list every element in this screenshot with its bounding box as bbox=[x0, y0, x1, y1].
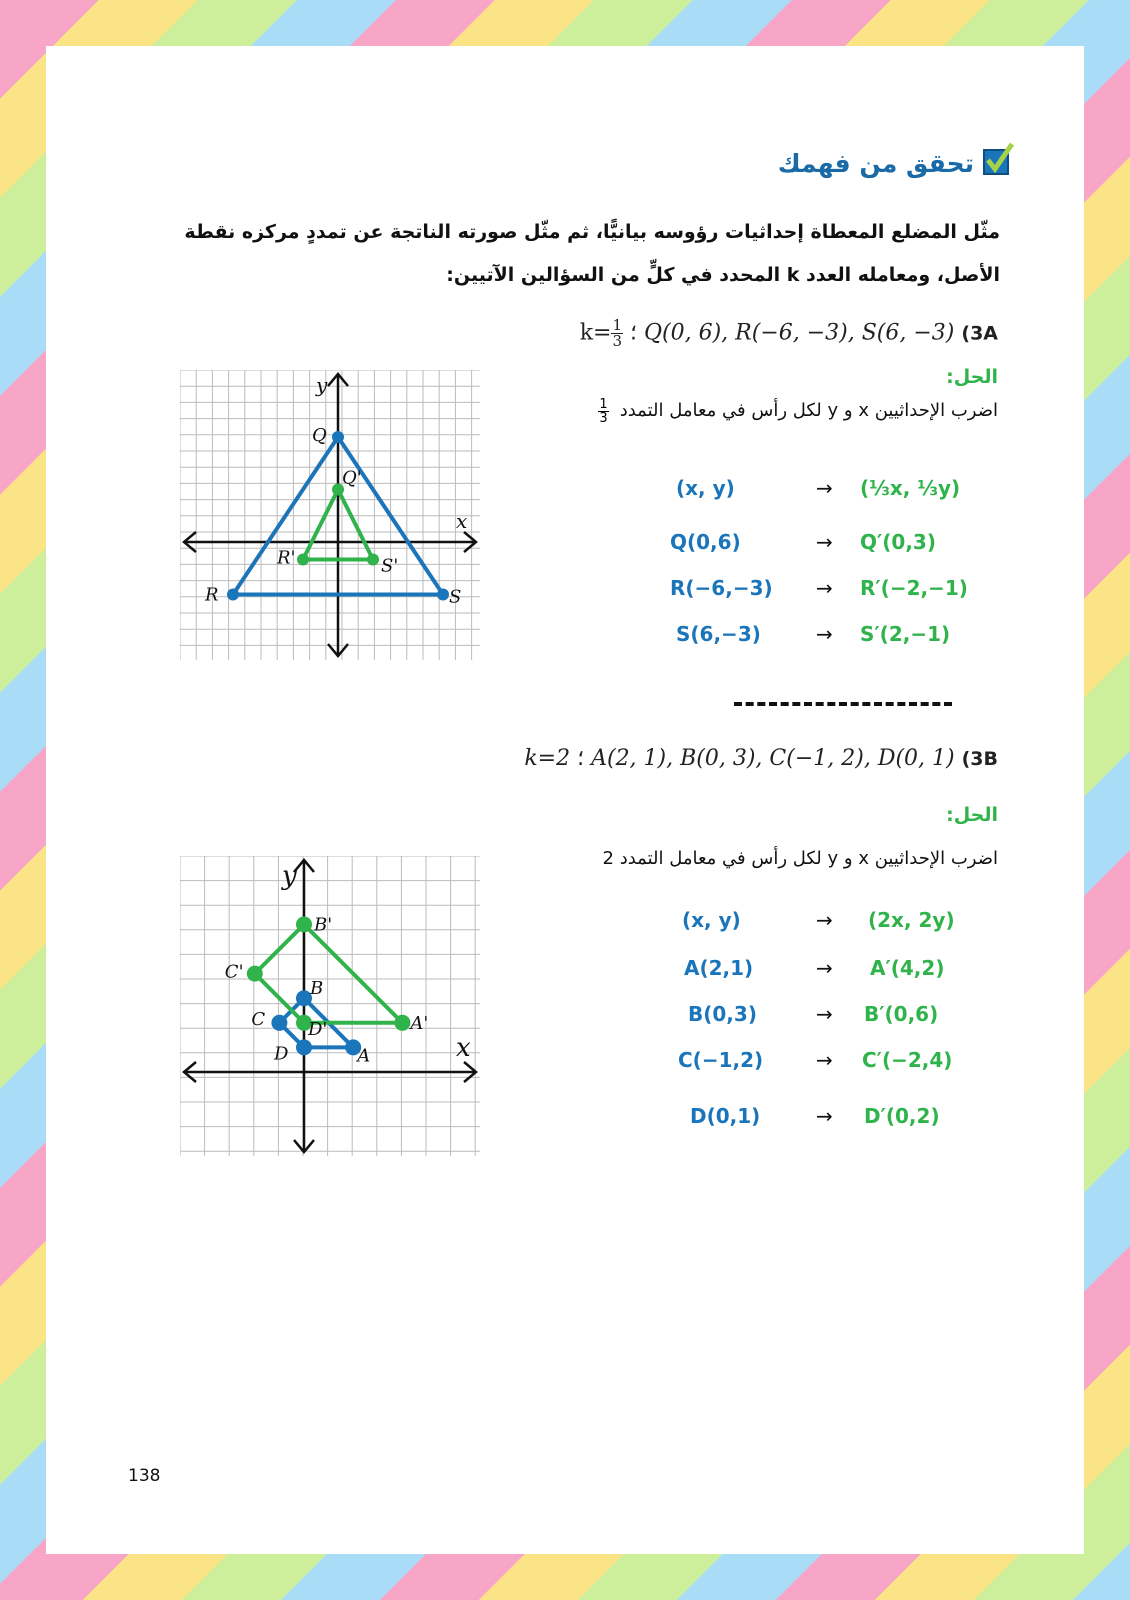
table-row: S(6,−3) bbox=[676, 622, 761, 646]
x-axis-label: x bbox=[456, 1033, 471, 1063]
vertex-label: R bbox=[205, 584, 219, 606]
vertex-label: S bbox=[449, 586, 462, 608]
table-row: A(2,1) bbox=[684, 956, 754, 980]
vertex-label: B' bbox=[314, 914, 333, 936]
vertex-label: R' bbox=[277, 547, 296, 569]
original-vertex-point bbox=[437, 589, 449, 601]
vertex-label: D' bbox=[308, 1018, 328, 1040]
dashed-separator bbox=[734, 702, 952, 706]
graph-3b bbox=[180, 856, 480, 1156]
image-vertex-point bbox=[247, 966, 263, 982]
original-vertex-point bbox=[227, 589, 239, 601]
y-axis-label: y bbox=[282, 861, 297, 891]
vertex-label: B bbox=[310, 978, 324, 1000]
vertex-label: C' bbox=[224, 961, 244, 983]
table-row: Q(0,6) bbox=[670, 530, 741, 554]
problem-number: (3B bbox=[961, 748, 998, 770]
image-vertex-point bbox=[297, 554, 309, 566]
checkmark-box-icon bbox=[982, 142, 1014, 176]
problem-3b-statement bbox=[524, 746, 998, 771]
vertex-label: A' bbox=[410, 1012, 429, 1034]
image-vertex-point bbox=[394, 1015, 410, 1031]
vertex-label: C bbox=[251, 1008, 266, 1030]
separator: ؛ bbox=[577, 746, 585, 771]
textbook-page: تحقق من فهمك مثّل المضلع المعطاة إحداثيات رؤوسه بيانيًّا، ثم مثّل صورته الناتجة عن تمددٍ مركزه نقطة الأصل، ومعامله العدد k المحدد في كلٍّ من السؤالين الآتيين: k= $\frac{1}{3}$ ؛ Q(0, 6), R(−6, −3), S(6, −3) (3A الحل: اضرب الإحداثيين x و y لكل رأس في معامل التمدد $\frac{1}{3}$ (x, y) → (⅓x, ⅓y) Q(0,6) → Q′(0,3) R(−6,−3) → R′(−2,−1) S(6,−3) → S′(2,−1) x y Q R S Q' R' S' k=2 ؛ A(2, 1), B(0, 3), C(−1, 2), D(0, 1) (3B الحل: اضرب الإحداثيين x و y لكل رأس في معامل التمدد 2 (x, y) → (2x, 2y) A(2,1) → A′(4,2) B(0,3) → B′(0,6) C(−1,2) → C′(−2,4) D(0,1) → D′(0,2) x y A B C D A' B' C' D' 138 bbox=[46, 46, 1084, 1554]
solution-label: الحل: bbox=[946, 366, 998, 388]
table-row: B(0,3) bbox=[688, 1002, 757, 1026]
original-vertex-point bbox=[332, 431, 344, 443]
original-vertex-point bbox=[296, 1039, 312, 1055]
solution-instruction-b: اضرب الإحداثيين x و y لكل رأس في معامل التمدد 2 bbox=[602, 848, 998, 869]
vertex-label: D bbox=[274, 1043, 289, 1065]
k-fraction: $\frac{1}{3}$ bbox=[612, 316, 622, 350]
table-row: C(−1,2) bbox=[678, 1048, 764, 1072]
separator: ؛ bbox=[630, 320, 637, 346]
y-axis-label: y bbox=[316, 373, 328, 397]
table-row: (x, y) bbox=[676, 476, 735, 500]
solution-instruction-a: اضرب الإحداثيين x و y لكل رأس في معامل التمدد $\frac{1}{3}$ bbox=[599, 397, 998, 426]
image-vertex-point bbox=[367, 554, 379, 566]
vertex-label: Q' bbox=[342, 467, 362, 489]
x-axis-label: x bbox=[456, 509, 468, 533]
vertex-label: S' bbox=[381, 555, 399, 577]
factor-fraction: $\frac{1}{3}$ bbox=[599, 397, 608, 426]
problem-number: (3A bbox=[961, 322, 998, 345]
table-row: D(0,1) bbox=[690, 1104, 761, 1128]
vertex-label: A bbox=[357, 1045, 371, 1067]
k-label: k= bbox=[579, 320, 612, 346]
image-vertex-point bbox=[296, 916, 312, 932]
section-heading: تحقق من فهمك bbox=[777, 149, 974, 178]
table-row: (x, y) bbox=[682, 908, 741, 932]
vertex-label: Q bbox=[312, 425, 327, 446]
instructions-paragraph: مثّل المضلع المعطاة إحداثيات رؤوسه بيانيًّا، ثم مثّل صورته الناتجة عن تمددٍ مركزه نقطة الأصل، ومعامله العدد k المحدد في كلٍّ من السؤالين الآتيين: bbox=[184, 221, 1000, 286]
k-label: k=2 bbox=[524, 746, 571, 771]
vertices-list: Q(0, 6), R(−6, −3), S(6, −3) bbox=[644, 320, 955, 346]
graph-3a bbox=[180, 370, 480, 660]
solution-label: الحل: bbox=[946, 804, 998, 826]
table-row: R(−6,−3) bbox=[670, 576, 773, 600]
problem-3a-statement bbox=[580, 318, 998, 349]
page-number: 138 bbox=[128, 1466, 161, 1486]
image-polygon bbox=[255, 924, 403, 1022]
vertices-list: A(2, 1), B(0, 3), C(−1, 2), D(0, 1) bbox=[591, 746, 955, 771]
original-vertex-point bbox=[271, 1015, 287, 1031]
